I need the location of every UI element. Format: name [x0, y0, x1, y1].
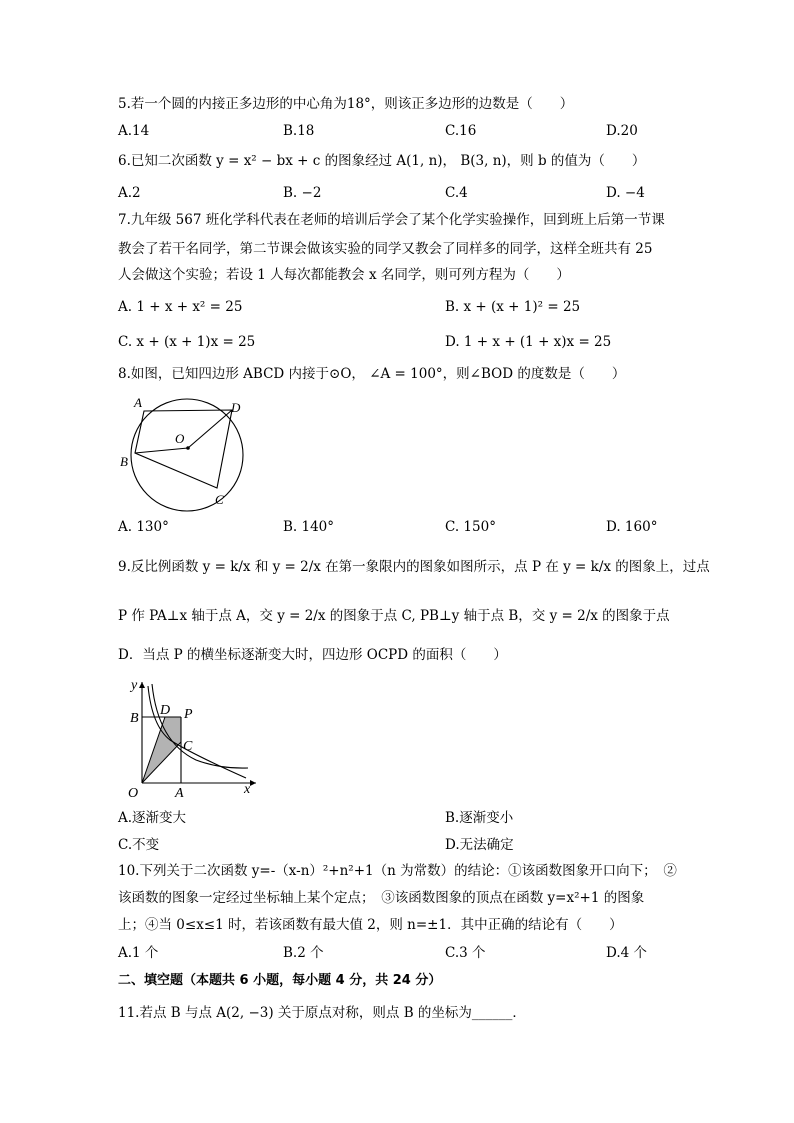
fig9-label-y: y	[131, 678, 138, 693]
q7-stem-line-1: 7.九年级 567 班化学科代表在老师的培训后学会了某个化学实验操作，回到班上后第一节课	[118, 212, 665, 228]
q7-option-d: D. 1 + x + (1 + x)x = 25	[445, 334, 612, 350]
fig8-label-c: C	[215, 492, 224, 507]
fig9-label-b: B	[130, 711, 139, 726]
fig9-label-d: D	[160, 703, 171, 718]
q5-option-b: B.18	[283, 123, 315, 139]
q9-option-d: D.无法确定	[445, 837, 514, 853]
q6-option-a: A.2	[118, 185, 141, 201]
q10-stem-line-1: 10.下列关于二次函数 y=-（x-n）²+n²+1（n 为常数）的结论：①该函数图象开口向下； ②	[118, 863, 677, 879]
fig9-label-p: P	[184, 707, 193, 722]
q11-stem: 11.若点 B 与点 A(2, −3) 关于原点对称，则点 B 的坐标为______．	[118, 1005, 526, 1021]
q7-stem-line-3: 人会做这个实验；若设 1 人每次都能教会 x 名同学，则可列方程为（ ）	[118, 267, 570, 283]
x-axis-arrow	[250, 780, 256, 786]
q5-option-d: D.20	[606, 123, 638, 139]
fig8-label-d: D	[231, 400, 241, 415]
fig9-label-c: C	[183, 739, 193, 754]
q7-stem-line-2: 教会了若干名同学，第二节课会做该实验的同学又教会了同样多的同学，这样全班共有 25	[118, 241, 653, 257]
q7-option-b: B. x + (x + 1)² = 25	[445, 299, 581, 315]
q8-stem: 8.如图，已知四边形 ABCD 内接于⊙O， ∠A = 100°，则∠BOD 的度数是（ ）	[118, 366, 626, 382]
q9-option-b: B.逐渐变小	[445, 810, 514, 826]
q6-option-c: C.4	[445, 185, 468, 201]
q8-option-c: C. 150°	[445, 519, 496, 535]
q5-option-c: C.16	[445, 123, 477, 139]
q10-option-c: C.3 个	[445, 945, 486, 961]
q10-option-b: B.2 个	[283, 945, 324, 961]
q9-stem-line-2: P 作 PA⊥x 轴于点 A，交 y = 2/x 的图象于点 C, PB⊥y 轴于点 B，交 y = 2/x 的图象于点	[118, 608, 670, 624]
q9-option-c: C.不变	[118, 837, 160, 853]
fig9-label-x: x	[244, 782, 251, 797]
q8-option-b: B. 140°	[283, 519, 335, 535]
q5-option-a: A.14	[118, 123, 150, 139]
q7-option-a: A. 1 + x + x² = 25	[118, 299, 243, 315]
q10-stem-line-3: 上；④当 0≤x≤1 时，若该函数有最大值 2，则 n=±1．其中正确的结论有（ ）	[118, 917, 623, 933]
section-2-heading: 二、填空题（本题共 6 小题，每小题 4 分，共 24 分）	[118, 973, 442, 988]
q5-stem: 5.若一个圆的内接正多边形的中心角为18°，则该正多边形的边数是（ ）	[118, 96, 574, 112]
q9-graph-figure	[114, 674, 264, 800]
fig8-label-o: O	[175, 431, 185, 446]
q6-option-d: D. −4	[606, 185, 645, 201]
q8-option-a: A. 130°	[118, 519, 169, 535]
q8-option-d: D. 160°	[606, 519, 658, 535]
q6-option-b: B. −2	[283, 185, 322, 201]
fig9-label-o: O	[128, 786, 139, 800]
q9-stem-line-3: D．当点 P 的横坐标逐渐变大时，四边形 OCPD 的面积（ ）	[118, 647, 507, 663]
center-point	[186, 446, 190, 450]
fig8-label-b: B	[120, 454, 128, 469]
q10-stem-line-2: 该函数的图象一定经过坐标轴上某个定点； ③该函数图象的顶点在函数 y=x²+1 的图象	[118, 890, 645, 906]
q10-option-d: D.4 个	[606, 945, 648, 961]
y-axis-arrow	[139, 682, 145, 688]
q8-circle-figure	[114, 392, 254, 514]
curve-2-over-x	[148, 686, 246, 778]
q6-stem: 6.已知二次函数 y = x² − bx + c 的图象经过 A(1, n)， B(3, n)，则 b 的值为（ ）	[118, 153, 646, 169]
circle-o	[131, 399, 243, 511]
segment-ob	[135, 448, 188, 453]
q10-option-a: A.1 个	[118, 945, 159, 961]
q9-option-a: A.逐渐变大	[118, 810, 187, 826]
fig8-label-a: A	[134, 395, 142, 410]
q9-stem-line-1: 9.反比例函数 y = k/x 和 y = 2/x 在第一象限内的图象如图所示，点 P 在 y = k/x 的图象上，过点	[118, 559, 710, 575]
q7-option-c: C. x + (x + 1)x = 25	[118, 334, 256, 350]
fig9-label-a: A	[175, 786, 184, 800]
quadrilateral-abcd	[135, 410, 232, 488]
